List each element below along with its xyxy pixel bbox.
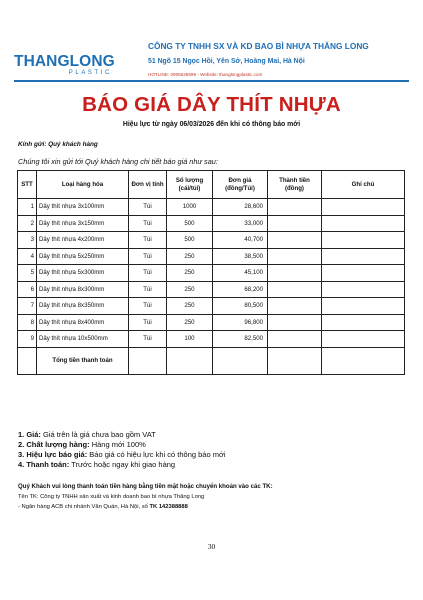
row-amount xyxy=(268,298,322,315)
row-unit: Túi xyxy=(129,248,167,265)
row-item-name: Dây thít nhựa 5x300mm xyxy=(37,265,129,282)
row-unit-price: 96,800 xyxy=(213,314,268,331)
row-quantity: 100 xyxy=(167,331,213,348)
row-amount xyxy=(268,248,322,265)
row-stt: 2 xyxy=(18,215,37,232)
row-unit-price: 80,500 xyxy=(213,298,268,315)
row-stt: 1 xyxy=(18,199,37,216)
table-row xyxy=(18,298,405,315)
terms-list xyxy=(18,430,226,470)
row-quantity: 250 xyxy=(167,298,213,315)
row-unit: Túi xyxy=(129,281,167,298)
row-unit: Túi xyxy=(129,314,167,331)
payment-heading: Quý Khách vui lòng thanh toán tiền hàng bằng tiền mặt hoặc chuyển khoản vào các TK: xyxy=(18,483,273,490)
account-number: TK 142388888 xyxy=(149,504,188,510)
total-stt xyxy=(18,347,37,374)
header-quantity: Số lượng (cái/túi) xyxy=(167,171,213,199)
header-stt: STT xyxy=(18,171,37,199)
total-amount xyxy=(268,347,322,374)
total-unit xyxy=(129,347,167,374)
row-item-name: Dây thít nhựa 5x250mm xyxy=(37,248,129,265)
header-amount: Thành tiền (đồng) xyxy=(268,171,322,199)
row-quantity: 1000 xyxy=(167,199,213,216)
header-item: Loại hàng hóa xyxy=(37,171,129,199)
term-quality: 2. Chất lượng hàng: Hàng mới 100% xyxy=(18,440,146,449)
table-header-row xyxy=(18,171,405,199)
term-price: 1. Giá: Giá trên là giá chưa bao gồm VAT xyxy=(18,430,156,439)
row-note xyxy=(322,232,405,249)
row-unit: Túi xyxy=(129,265,167,282)
account-name: Tên TK: Công ty TNHH sản xuất và kinh doanh bao bì nhựa Thăng Long xyxy=(18,494,205,500)
row-item-name: Dây thít nhựa 8x400mm xyxy=(37,314,129,331)
row-unit-price: 28,600 xyxy=(213,199,268,216)
row-unit: Túi xyxy=(129,331,167,348)
row-unit-price: 45,100 xyxy=(213,265,268,282)
row-amount xyxy=(268,314,322,331)
row-stt: 7 xyxy=(18,298,37,315)
table-row xyxy=(18,248,405,265)
term-payment: 4. Thanh toán: Trước hoặc ngay khi giao hàng xyxy=(18,460,176,469)
company-address: 51 Ngõ 15 Ngọc Hồi, Yên Sở, Hoàng Mai, Hà Nội xyxy=(148,58,305,65)
table-row xyxy=(18,232,405,249)
row-stt: 4 xyxy=(18,248,37,265)
company-contact: HOTLINE: 0905626699 - Website: thanglongplastic.com xyxy=(148,72,263,77)
term-validity: 3. Hiệu lực báo giá: Báo giá có hiệu lực khi có thông báo mới xyxy=(18,450,226,459)
table-row xyxy=(18,331,405,348)
row-quantity: 250 xyxy=(167,314,213,331)
row-note xyxy=(322,199,405,216)
company-logo xyxy=(14,54,126,77)
row-stt: 9 xyxy=(18,331,37,348)
row-item-name: Dây thít nhựa 3x100mm xyxy=(37,199,129,216)
total-row xyxy=(18,347,405,374)
header-unit-price: Đơn giá (đồng/Túi) xyxy=(213,171,268,199)
total-label: Tổng tiền thanh toán xyxy=(37,347,129,374)
row-item-name: Dây thít nhựa 8x300mm xyxy=(37,281,129,298)
row-amount xyxy=(268,199,322,216)
row-item-name: Dây thít nhựa 10x500mm xyxy=(37,331,129,348)
header-note: Ghi chú xyxy=(322,171,405,199)
row-unit: Túi xyxy=(129,199,167,216)
row-note xyxy=(322,281,405,298)
row-quantity: 250 xyxy=(167,265,213,282)
row-unit-price: 82,500 xyxy=(213,331,268,348)
logo-subtext: PLASTIC xyxy=(68,70,112,76)
table-row xyxy=(18,314,405,331)
intro-text: Chúng tôi xin gửi tới Quý khách hàng chi tiết báo giá như sau: xyxy=(18,157,218,166)
row-quantity: 250 xyxy=(167,281,213,298)
table-row xyxy=(18,199,405,216)
row-unit: Túi xyxy=(129,215,167,232)
table-row xyxy=(18,265,405,282)
price-table xyxy=(17,170,405,375)
row-amount xyxy=(268,232,322,249)
greeting: Kính gửi: Quý khách hàng xyxy=(18,141,98,148)
table-row xyxy=(18,281,405,298)
validity-text: Hiệu lực từ ngày 06/03/2026 đến khi có thông báo mới xyxy=(122,121,301,128)
row-amount xyxy=(268,331,322,348)
row-stt: 8 xyxy=(18,314,37,331)
logo-wordmark: THANGLONG xyxy=(14,53,115,70)
row-quantity: 250 xyxy=(167,248,213,265)
row-note xyxy=(322,215,405,232)
row-note xyxy=(322,248,405,265)
row-stt: 6 xyxy=(18,281,37,298)
row-item-name: Dây thít nhựa 8x350mm xyxy=(37,298,129,315)
row-note xyxy=(322,331,405,348)
bank-line xyxy=(18,502,273,512)
row-note xyxy=(322,265,405,282)
total-note xyxy=(322,347,405,374)
row-amount xyxy=(268,215,322,232)
row-quantity: 500 xyxy=(167,232,213,249)
table-row xyxy=(18,215,405,232)
document-title: BÁO GIÁ DÂY THÍT NHỰA xyxy=(82,93,341,116)
header-unit: Đơn vị tính xyxy=(129,171,167,199)
row-amount xyxy=(268,281,322,298)
row-unit-price: 68,200 xyxy=(213,281,268,298)
row-unit-price: 38,500 xyxy=(213,248,268,265)
row-quantity: 500 xyxy=(167,215,213,232)
total-qty xyxy=(167,347,213,374)
row-unit: Túi xyxy=(129,298,167,315)
payment-info xyxy=(18,482,273,512)
page-number: 30 xyxy=(207,542,216,551)
header-divider xyxy=(14,80,409,82)
row-unit-price: 40,700 xyxy=(213,232,268,249)
row-unit: Túi xyxy=(129,232,167,249)
row-unit-price: 33,000 xyxy=(213,215,268,232)
row-note xyxy=(322,314,405,331)
row-stt: 5 xyxy=(18,265,37,282)
row-amount xyxy=(268,265,322,282)
row-note xyxy=(322,298,405,315)
company-name: CÔNG TY TNHH SX VÀ KD BAO BÌ NHỰA THĂNG LONG xyxy=(148,41,369,51)
row-item-name: Dây thít nhựa 3x150mm xyxy=(37,215,129,232)
total-price xyxy=(213,347,268,374)
bank-text: - Ngân hàng ACB chi nhánh Văn Quán, Hà Nội, số xyxy=(18,504,150,510)
row-item-name: Dây thít nhựa 4x200mm xyxy=(37,232,129,249)
row-stt: 3 xyxy=(18,232,37,249)
